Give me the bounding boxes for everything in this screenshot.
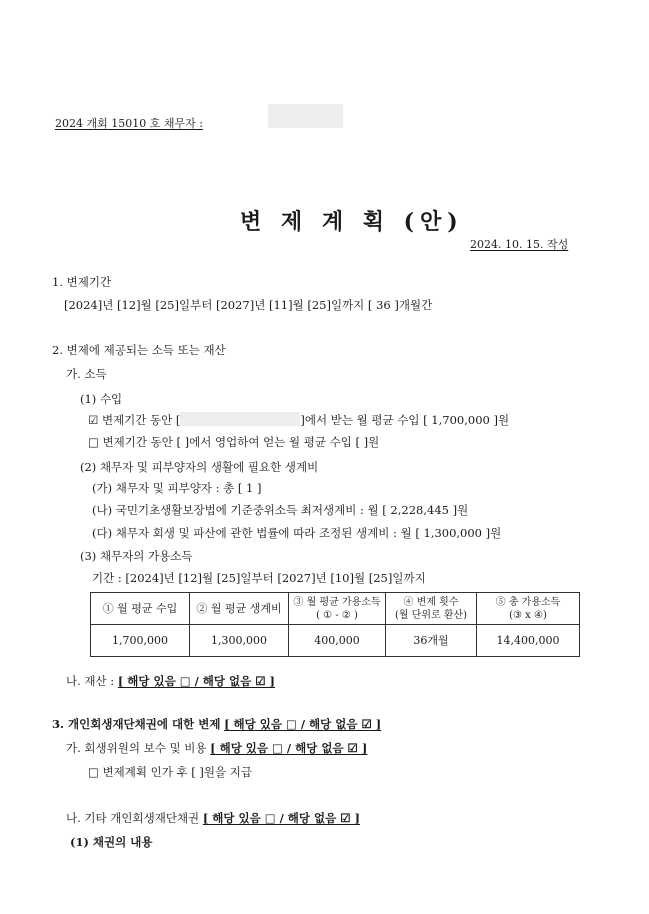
section1-heading: 1. 변제기간 <box>52 275 112 289</box>
table-header-cell: ② 월 평균 생계비 <box>190 593 289 625</box>
table-header-cell: ④ 변제 횟수 (월 단위로 환산) <box>386 593 477 625</box>
property-line <box>66 673 275 689</box>
available-income-heading: (3) 채무자의 가용소득 <box>80 549 193 563</box>
income-option-business: □ 변제기간 동안 [ ]에서 영업하여 얻는 월 평균 수입 [ ]원 <box>88 435 380 449</box>
trustee-fee-options: [ 해당 있음 □ / 해당 없음 ☑ ] <box>210 741 368 755</box>
section3-options: [ 해당 있음 □ / 해당 없음 ☑ ] <box>224 717 382 731</box>
section3-heading: 3. 개인회생재단채권에 대한 변제 <box>52 717 221 731</box>
date-written: 2024. 10. 15. 작성 <box>470 238 569 251</box>
claim-content-heading: (1) 채권의 내용 <box>70 835 153 849</box>
table-header-cell: ① 월 평균 수입 <box>91 593 190 625</box>
redacted-debtor-name <box>268 104 343 128</box>
table-header-row <box>91 593 580 625</box>
case-number-line: 2024 개회 15010 호 채무자 : <box>55 117 203 130</box>
table-cell: 36개월 <box>386 625 477 657</box>
other-claims-line <box>66 810 360 826</box>
property-label: 나. 재산 : <box>66 674 115 688</box>
trustee-fee-label: 가. 회생위원의 보수 및 비용 <box>66 741 207 755</box>
table-header-cell: ③ 월 평균 가용소득 ( ① - ② ) <box>289 593 386 625</box>
document-title: 변 제 계 획 (안) <box>240 209 464 235</box>
income-option-salary-suffix: ]에서 받는 월 평균 수입 [ 1,700,000 ]원 <box>300 413 510 427</box>
living-cost-minimum: (나) 국민기초생활보장법에 기준중위소득 최저생계비 : 월 [ 2,228,445 ]원 <box>92 503 469 517</box>
trustee-fee-payment: □ 변제계획 인가 후 [ ]원을 지급 <box>88 765 252 779</box>
living-cost-heading: (2) 채무자 및 피부양자의 생활에 필요한 생계비 <box>80 460 319 474</box>
other-claims-options: [ 해당 있음 □ / 해당 없음 ☑ ] <box>202 811 360 825</box>
table-header-cell: ⑤ 총 가용소득 (③ x ④) <box>477 593 580 625</box>
table-cell: 14,400,000 <box>477 625 580 657</box>
income-heading: (1) 수입 <box>80 392 123 406</box>
available-income-table <box>90 592 580 657</box>
table-cell: 400,000 <box>289 625 386 657</box>
living-cost-adjusted: (다) 채무자 회생 및 파산에 관한 법률에 따라 조정된 생계비 : 월 [ 1,300,000 ]원 <box>92 526 502 540</box>
living-cost-dependents: (가) 채무자 및 피부양자 : 총 [ 1 ] <box>92 481 262 495</box>
table-cell: 1,300,000 <box>190 625 289 657</box>
income-subheading: 가. 소득 <box>66 367 107 381</box>
income-option-salary-prefix: ☑ 변제기간 동안 [ <box>88 413 181 427</box>
trustee-fee-line <box>66 740 367 756</box>
repayment-period: [2024]년 [12]월 [25]일부터 [2027]년 [11]월 [25]일까지 [ 36 ]개월간 <box>64 298 433 312</box>
table-cell: 1,700,000 <box>91 625 190 657</box>
section2-heading: 2. 변제에 제공되는 소득 또는 재산 <box>52 343 226 357</box>
redacted-employer <box>180 412 300 426</box>
property-options: [ 해당 있음 □ / 해당 없음 ☑ ] <box>117 674 275 688</box>
income-option-salary <box>88 412 509 428</box>
other-claims-label: 나. 기타 개인회생재단채권 <box>66 811 200 825</box>
table-row <box>91 625 580 657</box>
section3-heading-line <box>52 716 381 732</box>
available-income-period: 기간 : [2024]년 [12]월 [25]일부터 [2027]년 [10]월 [25]일까지 <box>92 571 426 585</box>
